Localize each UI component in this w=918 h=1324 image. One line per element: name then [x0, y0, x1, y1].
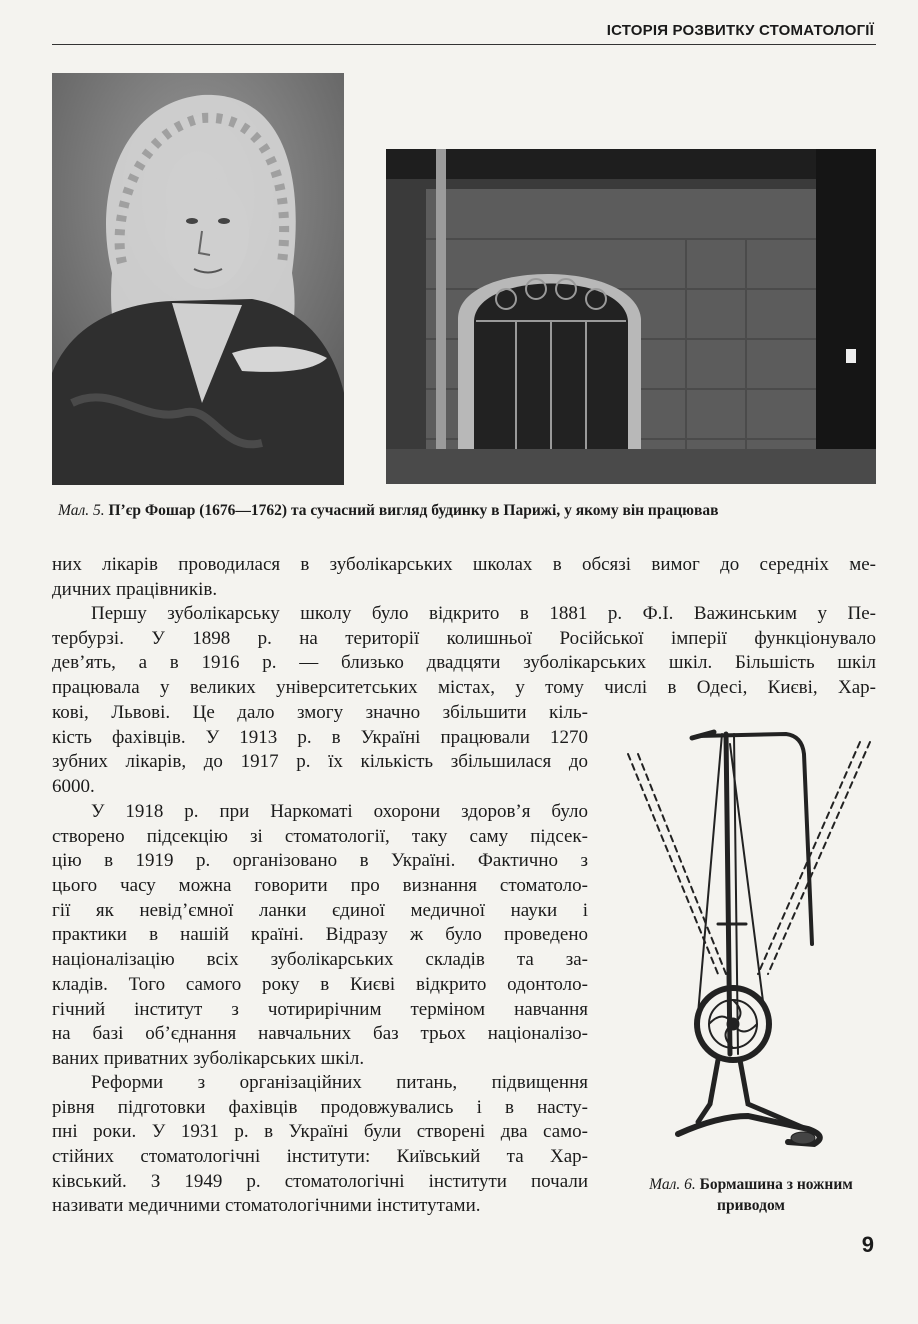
text-line: дичних працівників.	[52, 578, 218, 600]
text-line: рівня підготовки фахівців продовжувались і в насту-	[52, 1096, 588, 1118]
text-line: практики в нашій країні. Відразу ж було проведено	[52, 924, 588, 946]
text-line: ваних приватних зуболікарських шкіл.	[52, 1047, 365, 1069]
text-line: націоналізацію всіх зуболікарських складів та за-	[52, 949, 588, 971]
text-line: цію в 1919 р. організовано в Україні. Фактично з	[52, 850, 588, 872]
text-line: гічний інститут з чотирирічним терміном навчання	[52, 998, 588, 1020]
text-line: У 1918 р. при Наркоматі охорони здоров’я було	[91, 801, 588, 822]
paragraph-3	[52, 800, 588, 1072]
portrait-illustration	[52, 73, 344, 485]
text-line: них лікарів проводилася в зуболікарських школах в обсязі вимог до середніх ме-	[52, 554, 876, 575]
text-line: Реформи з організаційних питань, підвищення	[91, 1072, 588, 1093]
text-line: на базі об’єднання навчальних баз трьох націоналізо-	[52, 1023, 588, 1045]
page-number: 9	[861, 1232, 874, 1257]
text-line: зубних лікарів, до 1917 р. їх кількість збільшилася до	[52, 751, 588, 773]
text-line: пні роки. У 1931 р. в Україні були створені два само-	[52, 1121, 588, 1143]
text-line: гії як невід’ємної ланки єдиної медичної науки і	[52, 899, 588, 921]
figure5-label: Мал. 5.	[58, 502, 105, 519]
text-line: тербурзі. У 1898 р. на території колишньої Російської імперії функціонувало	[52, 627, 876, 649]
running-header: ІСТОРІЯ РОЗВИТКУ СТОМАТОЛОГІЇ	[606, 22, 874, 39]
text-line: цього часу можна говорити про визнання стоматоло-	[52, 875, 588, 897]
paragraph-1	[52, 553, 876, 602]
text-line: ківський. З 1949 р. стоматологічні інститути почали	[52, 1170, 588, 1192]
building-photo	[386, 149, 876, 484]
figure5-caption	[58, 502, 882, 520]
paragraph-2-continued	[52, 701, 588, 800]
building-illustration	[386, 149, 876, 484]
text-line: дев’ять, а в 1916 р. — близько двадцяти зуболікарських шкіл. Більшість шкіл	[52, 652, 876, 674]
figure6-caption-line2: приводом	[717, 1197, 785, 1214]
header-rule	[52, 44, 876, 45]
portrait-photo	[52, 73, 344, 485]
foot-drill-drawing	[618, 724, 882, 1164]
figure6-caption-line1: Бормашина з ножним	[699, 1176, 853, 1193]
figure5-caption-text: П’єр Фошар (1676—1762) та сучасний вигляд будинку в Парижі, у якому він працював	[108, 502, 719, 519]
paragraph-2	[52, 602, 876, 701]
text-line: створено підсекцію зі стоматології, таку саму підсек-	[52, 825, 588, 847]
paragraph-4	[52, 1071, 588, 1219]
text-line: Першу зуболікарську школу було відкрито в 1881 р. Ф.І. Важинським у Пе-	[91, 603, 876, 624]
text-line: кість фахівців. У 1913 р. в Україні працювали 1270	[52, 726, 588, 748]
text-line: називати медичними стоматологічними інститутами.	[52, 1195, 481, 1217]
foot-drill-illustration	[618, 724, 882, 1164]
figure6-label: Мал. 6.	[649, 1176, 696, 1193]
text-line: кладів. Того самого року в Києві відкрито одонтоло-	[52, 973, 588, 995]
figure6-caption	[620, 1174, 882, 1216]
text-line: 6000.	[52, 776, 95, 798]
text-line: працювала у великих університетських містах, у тому числі в Одесі, Києві, Хар-	[52, 677, 876, 699]
text-line: кові, Львові. Це дало змогу значно збільшити кіль-	[52, 702, 588, 723]
text-line: стійних стоматологічні інститути: Київський та Хар-	[52, 1146, 588, 1168]
